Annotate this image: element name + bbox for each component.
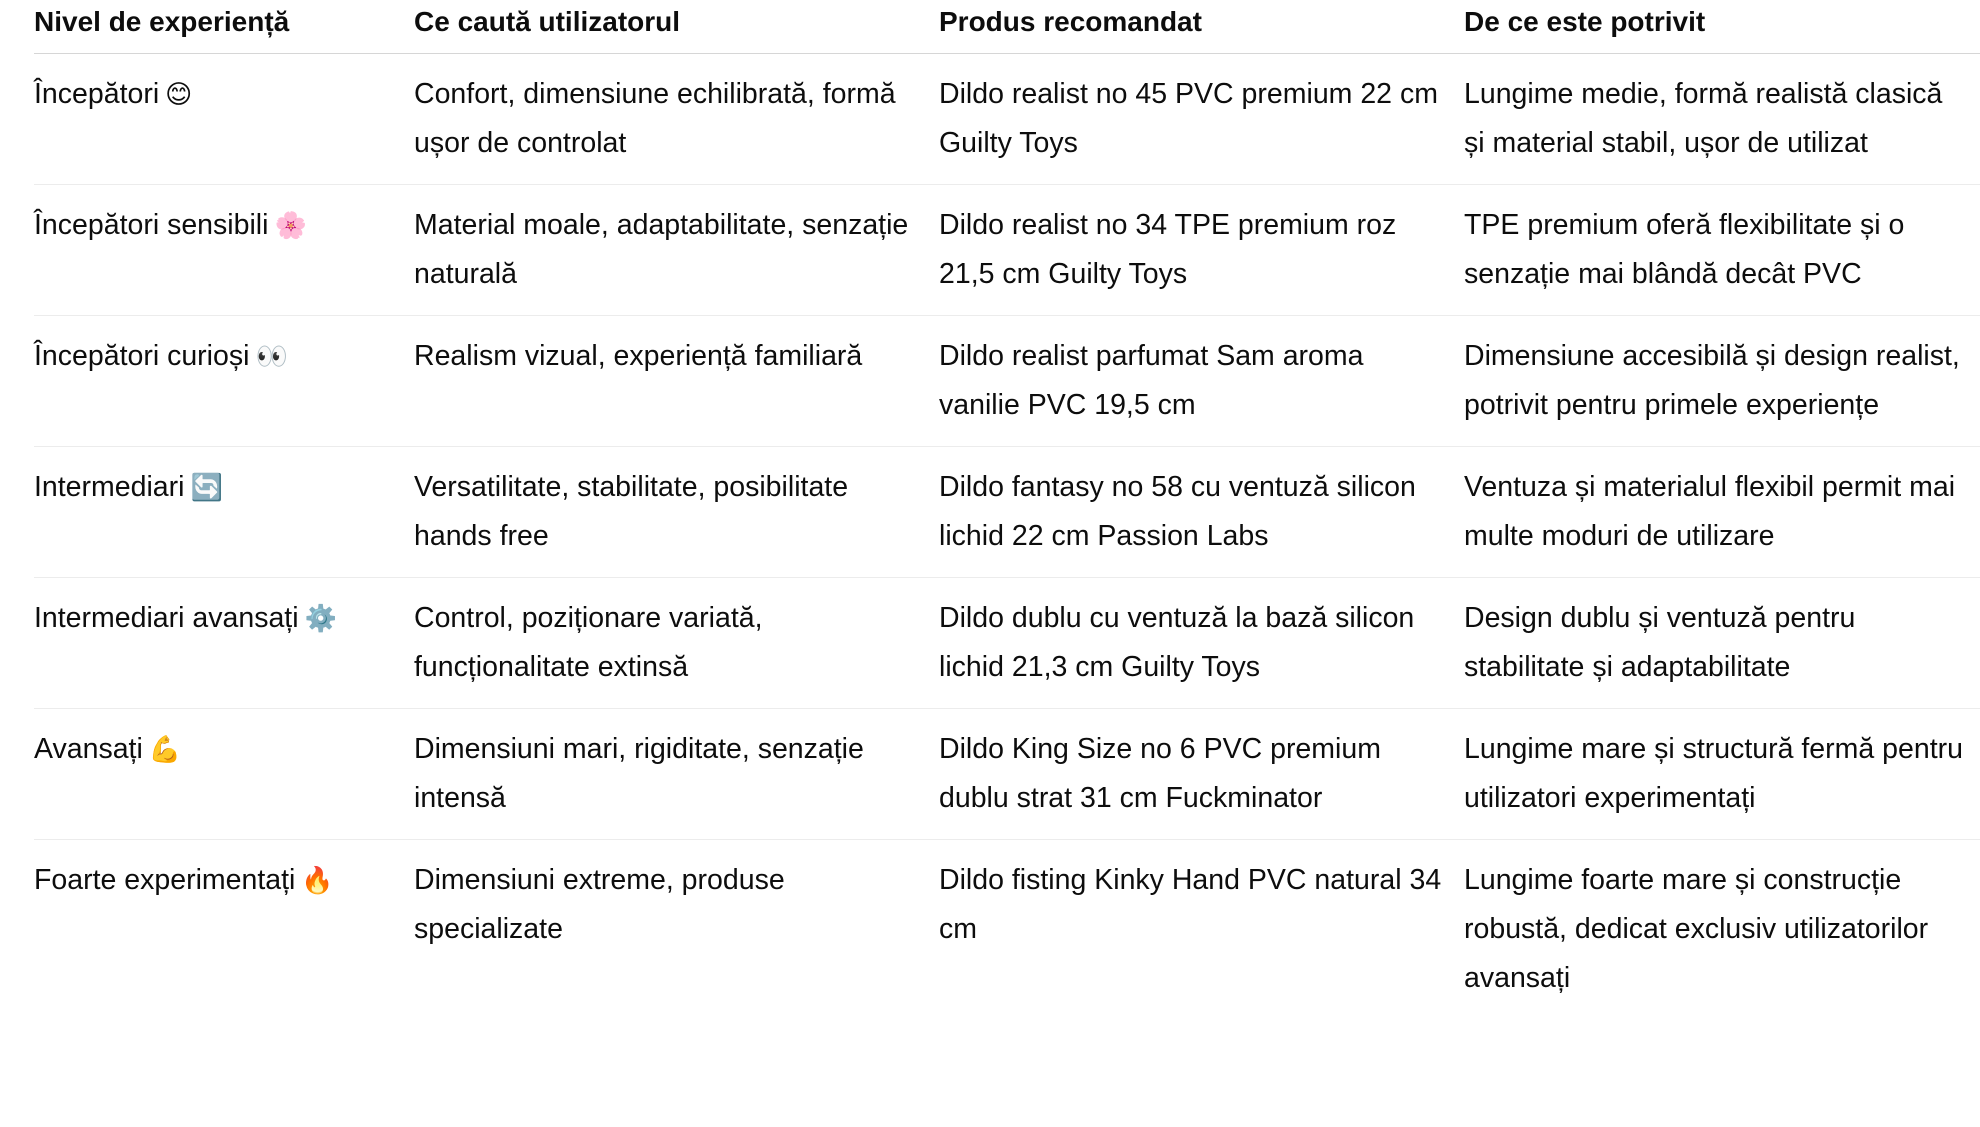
- header-experience-level: Nivel de experiență: [34, 0, 414, 54]
- table-row: [34, 447, 1980, 578]
- level-label: Începători: [34, 78, 160, 110]
- cell-seeks: Dimensiuni mari, rigiditate, senzație intensă: [414, 709, 939, 840]
- recommendation-table-container: [34, 0, 1980, 1019]
- cherry-blossom-icon: 🌸: [274, 211, 307, 241]
- table-row: [34, 316, 1980, 447]
- cell-why: Lungime mare și structură fermă pentru utilizatori experimentați: [1464, 709, 1980, 840]
- cell-product: Dildo realist no 45 PVC premium 22 cm Guilty Toys: [939, 54, 1464, 185]
- table-row: [34, 709, 1980, 840]
- smiling-face-icon: 😊: [165, 80, 193, 110]
- cell-why: TPE premium oferă flexibilitate și o senzație mai blândă decât PVC: [1464, 185, 1980, 316]
- cell-level: [34, 709, 414, 840]
- table-row: [34, 185, 1980, 316]
- header-user-seeks: Ce caută utilizatorul: [414, 0, 939, 54]
- level-label: Avansați: [34, 733, 143, 765]
- cell-product: Dildo realist no 34 TPE premium roz 21,5 cm Guilty Toys: [939, 185, 1464, 316]
- cell-product: Dildo dublu cu ventuză la bază silicon lichid 21,3 cm Guilty Toys: [939, 578, 1464, 709]
- cell-why: Dimensiune accesibilă și design realist, potrivit pentru primele experiențe: [1464, 316, 1980, 447]
- header-recommended-product: Produs recomandat: [939, 0, 1464, 54]
- repeat-arrows-icon: 🔄: [190, 473, 223, 503]
- cell-level: [34, 185, 414, 316]
- cell-seeks: Material moale, adaptabilitate, senzație naturală: [414, 185, 939, 316]
- cell-level: [34, 54, 414, 185]
- flexed-biceps-icon: 💪: [148, 735, 182, 765]
- cell-level: [34, 447, 414, 578]
- cell-product: Dildo King Size no 6 PVC premium dublu strat 31 cm Fuckminator: [939, 709, 1464, 840]
- cell-seeks: Control, poziționare variată, funcționalitate extinsă: [414, 578, 939, 709]
- table-row: [34, 578, 1980, 709]
- cell-product: Dildo fantasy no 58 cu ventuză silicon lichid 22 cm Passion Labs: [939, 447, 1464, 578]
- level-label: Intermediari: [34, 471, 185, 503]
- fire-icon: 🔥: [301, 866, 334, 896]
- cell-seeks: Confort, dimensiune echilibrată, formă ușor de controlat: [414, 54, 939, 185]
- cell-product: Dildo fisting Kinky Hand PVC natural 34 cm: [939, 864, 1442, 945]
- cell-seeks: Dimensiuni extreme, produse specializate: [414, 864, 785, 945]
- cell-why: Lungime medie, formă realistă clasică și material stabil, ușor de utilizat: [1464, 54, 1980, 185]
- cell-why: Ventuza și materialul flexibil permit mai multe moduri de utilizare: [1464, 447, 1980, 578]
- eyes-icon: 👀: [255, 342, 288, 372]
- cell-why: Lungime foarte mare și construcție robustă, dedicat exclusiv utilizatorilor avansați: [1464, 864, 1929, 994]
- table-row: [34, 840, 1980, 1020]
- recommendation-table: [34, 0, 1980, 1019]
- cell-product: Dildo realist parfumat Sam aroma vanilie PVC 19,5 cm: [939, 316, 1464, 447]
- cell-seeks: Realism vizual, experiență familiară: [414, 316, 939, 447]
- level-label: Foarte experimentați: [34, 864, 296, 896]
- header-why-suitable: De ce este potrivit: [1464, 0, 1980, 54]
- cell-level: [34, 578, 414, 709]
- level-label: Începători sensibili: [34, 209, 269, 241]
- cell-why: Design dublu și ventuză pentru stabilitate și adaptabilitate: [1464, 578, 1980, 709]
- cell-seeks: Versatilitate, stabilitate, posibilitate hands free: [414, 447, 939, 578]
- cell-level: [34, 840, 414, 1020]
- table-row: [34, 54, 1980, 185]
- level-label: Începători curioși: [34, 340, 250, 372]
- level-label: Intermediari avansați: [34, 602, 299, 634]
- gear-icon: ⚙️: [304, 604, 337, 634]
- cell-level: [34, 316, 414, 447]
- table-header-row: [34, 0, 1980, 54]
